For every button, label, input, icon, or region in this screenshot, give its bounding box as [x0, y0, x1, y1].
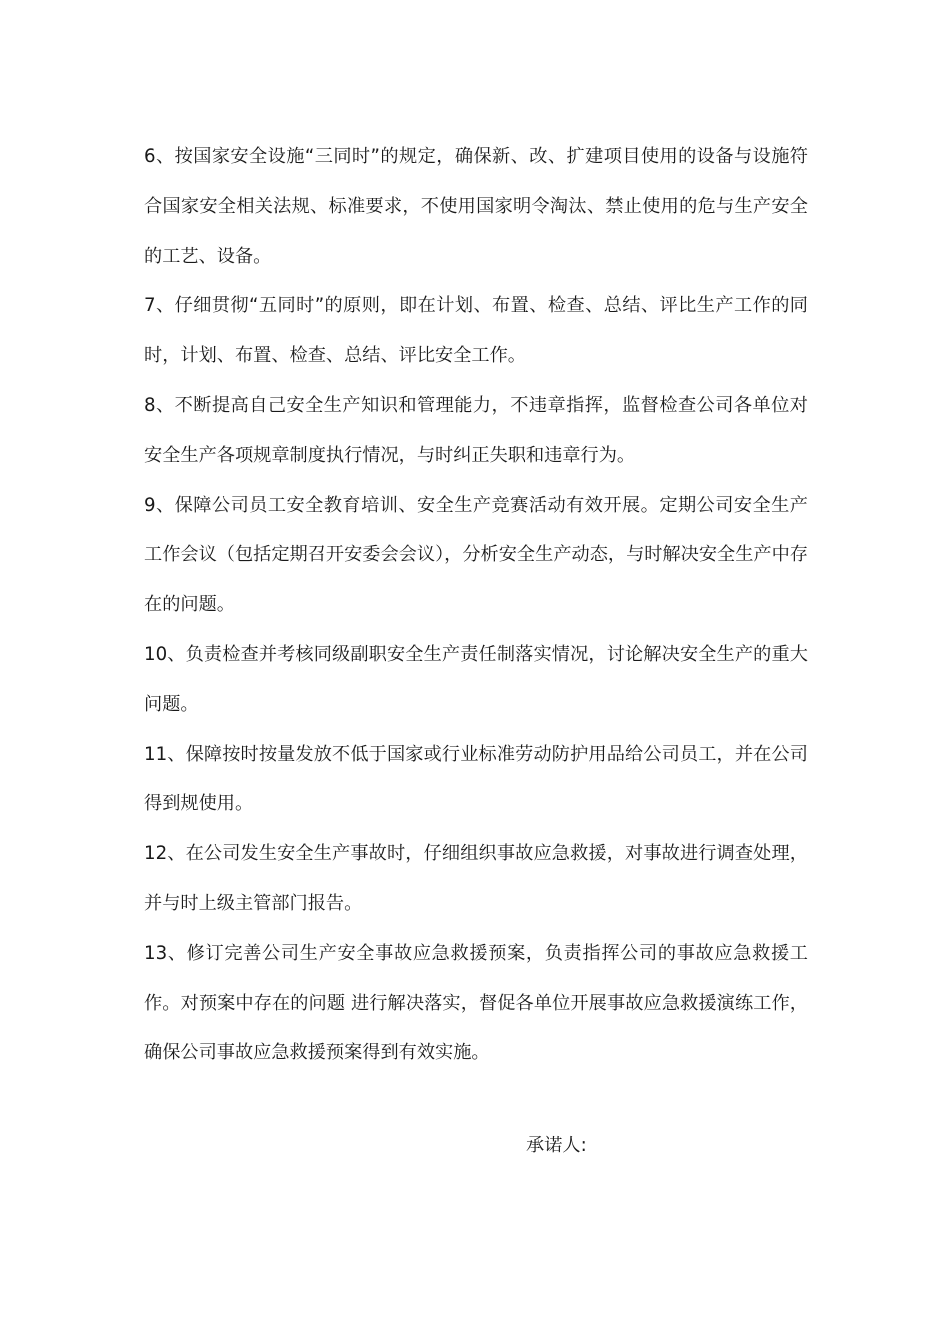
clause-12: 12、在公司发生安全生产事故时，仔细组织事故应急救援，对事故进行调查处理，并与时上级主管部门报告。: [144, 843, 808, 914]
clause-6: 6、按国家安全设施“三同时”的规定，确保新、改、扩建项目使用的设备与设施符合国家安全相关法规、标准要求，不使用国家明令淘汰、禁止使用的危与生产安全的工艺、设备。: [144, 146, 808, 267]
clause-9: 9、保障公司员工安全教育培训、安全生产竞赛活动有效开展。定期公司安全生产工作会议（包括定期召开安委会会议），分析安全生产动态，与时解决安全生产中存在的问题。: [144, 494, 808, 616]
clause-10: 10、负责检查并考核同级副职安全生产责任制落实情况，讨论解决安全生产的重大问题。: [144, 643, 808, 715]
signature-label: 承诺人:: [526, 1135, 587, 1156]
clause-7: 7、仔细贯彻“五同时”的原则，即在计划、布置、检查、总结、评比生产工作的同时，计划、布置、检查、总结、评比安全工作。: [144, 295, 808, 367]
clause-13: 13、修订完善公司生产安全事故应急救援预案，负责指挥公司的事故应急救援工作。对预案中存在的问题 进行解决落实，督促各单位开展事故应急救援演练工作，确保公司事故应急救援预案得到有效实施。: [144, 942, 808, 1064]
responsibility-list: [144, 132, 808, 1078]
clause-8: 8、不断提高自己安全生产知识和管理能力，不违章指挥，监督检查公司各单位对安全生产各项规章制度执行情况，与时纠正失职和违章行为。: [144, 394, 808, 466]
clause-11: 11、保障按时按量发放不低于国家或行业标准劳动防护用品给公司员工，并在公司得到规使用。: [144, 743, 808, 815]
